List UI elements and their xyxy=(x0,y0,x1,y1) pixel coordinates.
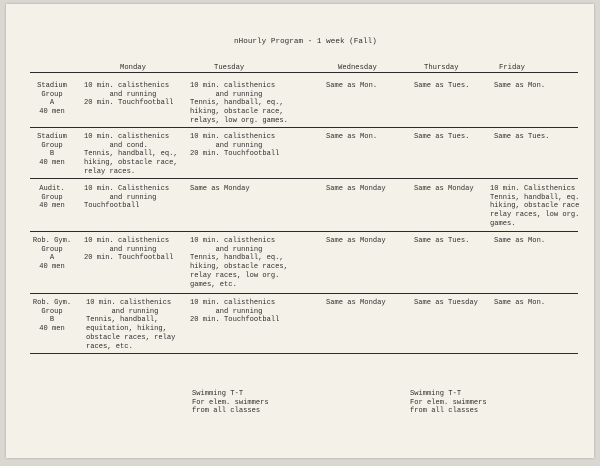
tuesday-cell: 10 min. calisthenics and running 20 min. Touchfootball xyxy=(190,299,280,325)
thursday-cell: Same as Monday xyxy=(414,185,474,193)
group-label: Rob. Gym. Group B 40 men xyxy=(32,299,72,334)
tuesday-cell: 10 min. calisthenics and running 20 min. Touchfootball xyxy=(190,133,280,159)
monday-cell: 10 min. calisthenics and running 20 min. Touchfootball xyxy=(84,82,174,108)
page-title: nHourly Program - 1 week (Fall) xyxy=(234,38,377,46)
row-divider xyxy=(30,353,578,354)
friday-cell: Same as Tues. xyxy=(494,133,550,141)
tuesday-cell: 10 min. calisthenics and running Tennis, handball, eq., hiking, obstacle races, relay races, low org. games, etc. xyxy=(190,237,288,289)
row-divider xyxy=(30,293,578,294)
wednesday-cell: Same as Mon. xyxy=(326,133,378,141)
document-page xyxy=(6,4,594,458)
swimming-note: Swimming T-T For elem. swimmers from all classes xyxy=(410,390,487,416)
group-label: Audit. Group 40 men xyxy=(39,185,65,211)
friday-cell: Same as Mon. xyxy=(494,82,546,90)
thursday-cell: Same as Tues. xyxy=(414,237,470,245)
wednesday-cell: Same as Monday xyxy=(326,299,386,307)
row-divider xyxy=(30,178,578,179)
friday-cell: Same as Mon. xyxy=(494,299,546,307)
group-label: Stadium Group B 40 men xyxy=(37,133,67,168)
header-rule xyxy=(30,72,578,73)
tuesday-cell: 10 min. calisthenics and running Tennis, handball, eq., hiking, obstacle race, relays, low org. games. xyxy=(190,82,288,125)
thursday-cell: Same as Tues. xyxy=(414,82,470,90)
thursday-cell: Same as Tuesday xyxy=(414,299,478,307)
friday-cell: Same as Mon. xyxy=(494,237,546,245)
thursday-cell: Same as Tues. xyxy=(414,133,470,141)
wednesday-cell: Same as Monday xyxy=(326,185,386,193)
header-tuesday: Tuesday xyxy=(214,64,245,72)
monday-cell: 10 min. calisthenics and running Tennis, handball, equitation, hiking, obstacle races, relay races, etc. xyxy=(86,299,176,351)
wednesday-cell: Same as Monday xyxy=(326,237,386,245)
friday-cell: 10 min. Calisthenics Tennis, handball, eq. hiking, obstacle race relay races, low org. games. xyxy=(490,185,580,228)
swimming-note: Swimming T-T For elem. swimmers from all classes xyxy=(192,390,269,416)
header-friday: Friday xyxy=(499,64,525,72)
header-monday: Monday xyxy=(120,64,146,72)
monday-cell: 10 min. Calisthenics and running Touchfootball xyxy=(84,185,170,211)
monday-cell: 10 min. calisthenics and cond. Tennis, handball, eq., hiking, obstacle race, relay races. xyxy=(84,133,178,176)
group-label: Rob. Gym. Group A 40 men xyxy=(32,237,72,272)
row-divider xyxy=(30,127,578,128)
group-label: Stadium Group A 40 men xyxy=(37,82,67,117)
row-divider xyxy=(30,231,578,232)
tuesday-cell: Same as Monday xyxy=(190,185,250,193)
header-thursday: Thursday xyxy=(424,64,459,72)
wednesday-cell: Same as Mon. xyxy=(326,82,378,90)
header-wednesday: Wednesday xyxy=(338,64,377,72)
monday-cell: 10 min. calisthenics and running 20 min. Touchfootball xyxy=(84,237,174,263)
